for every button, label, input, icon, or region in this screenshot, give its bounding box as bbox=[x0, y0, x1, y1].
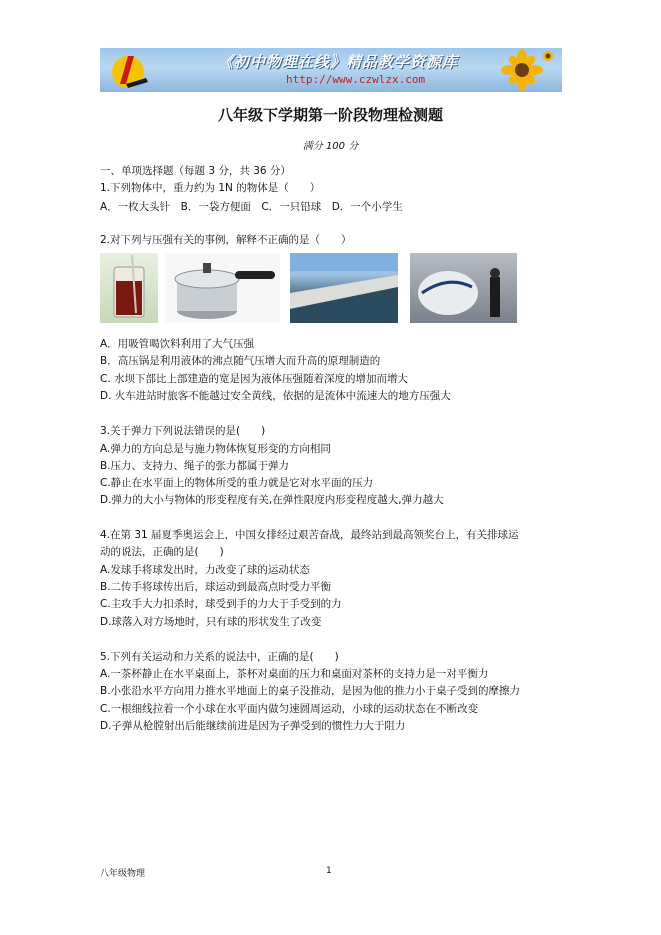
question-3-option-d: D.弹力的大小与物体的形变程度有关,在弹性限度内形变程度越大,弹力越大 bbox=[100, 494, 444, 506]
question-2-stem: 2.对下列与压强有关的事例，解释不正确的是（ ） bbox=[100, 234, 352, 246]
question-5-option-d: D.子弹从枪膛射出后能继续前进是因为子弹受到的惯性力大于阻力 bbox=[100, 720, 406, 732]
section-heading: 一、单项选择题（每题 3 分，共 36 分） bbox=[100, 165, 291, 177]
full-score-note: 满分 100 分 bbox=[302, 141, 359, 152]
dam-photo bbox=[290, 253, 398, 323]
question-2-option-b: B．高压锅是利用液体的沸点随气压增大而升高的原理制造的 bbox=[100, 355, 381, 367]
question-3-option-b: B.压力、支持力、绳子的张力都属于弹力 bbox=[100, 460, 290, 472]
question-2-option-c: C. 水坝下部比上部建造的宽是因为液体压强随着深度的增加而增大 bbox=[100, 373, 409, 385]
banner-title: 《初中物理在线》精品教学资源库 bbox=[218, 53, 459, 71]
question-1-stem: 1.下列物体中，重力约为 1N 的物体是（ ） bbox=[100, 182, 321, 194]
train-station-photo bbox=[410, 253, 517, 323]
sunflower-icon bbox=[478, 48, 558, 92]
header-banner bbox=[100, 48, 562, 92]
page-number: 1 bbox=[326, 866, 332, 876]
glass-of-drink-photo bbox=[100, 253, 158, 323]
question-3-option-a: A.弹力的方向总是与施力物体恢复形变的方向相同 bbox=[100, 443, 331, 455]
question-5-stem: 5.下列有关运动和力关系的说法中，正确的是( ) bbox=[100, 651, 339, 663]
question-5-option-b: B.小张沿水平方向用力推水平地面上的桌子没推动，是因为他的推力小于桌子受到的摩擦力 bbox=[100, 685, 521, 697]
question-4-option-d: D.球落入对方场地时，只有球的形状发生了改变 bbox=[100, 616, 322, 628]
banner-url: http://www.czwlzx.com bbox=[286, 73, 426, 86]
question-4-option-c: C.主攻手大力扣杀时，球受到手的力大于手受到的力 bbox=[100, 598, 342, 610]
footer-label: 八年级物理 bbox=[100, 869, 146, 879]
question-3-option-c: C.静止在水平面上的物体所受的重力就是它对水平面的压力 bbox=[100, 477, 374, 489]
question-4-option-a: A.发球手将球发出时，力改变了球的运动状态 bbox=[100, 564, 310, 576]
question-2-option-d: D. 火车进站时旅客不能越过安全黄线，依据的是流体中流速大的地方压强大 bbox=[100, 390, 451, 402]
logo-icon bbox=[106, 50, 160, 90]
question-1-options: A．一枚大头针 B．一袋方便面 C．一只铅球 D．一个小学生 bbox=[100, 201, 403, 213]
question-4-stem-line-2: 动的说法，正确的是( ) bbox=[100, 546, 224, 558]
question-4-option-b: B.二传手将球传出后，球运动到最高点时受力平衡 bbox=[100, 581, 332, 593]
question-5-option-c: C.一根细线拉着一个小球在水平面内做匀速圆周运动，小球的运动状态在不断改变 bbox=[100, 703, 479, 715]
question-4-stem-line-1: 4.在第 31 届夏季奥运会上，中国女排经过艰苦奋战，最终站到最高领奖台上，有关排球运 bbox=[100, 529, 519, 541]
pressure-cooker-photo bbox=[165, 253, 280, 323]
question-2-option-a: A．用吸管喝饮料利用了大气压强 bbox=[100, 338, 255, 350]
question-5-option-a: A.一茶杯静止在水平桌面上，茶杯对桌面的压力和桌面对茶杯的支持力是一对平衡力 bbox=[100, 668, 489, 680]
question-3-stem: 3.关于弹力下列说法错误的是( ) bbox=[100, 425, 266, 437]
document-title: 八年级下学期第一阶段物理检测题 bbox=[217, 106, 443, 124]
